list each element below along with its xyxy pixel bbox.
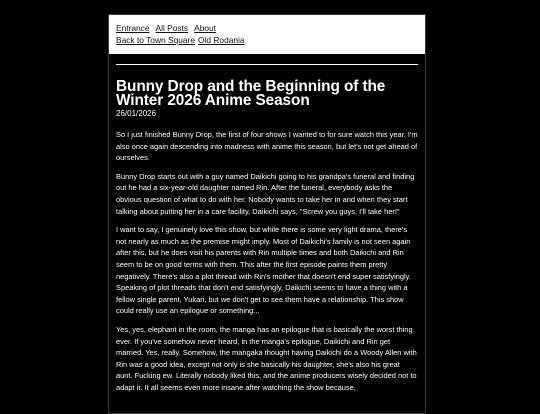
page-container: [108, 14, 426, 414]
old-rodania-link[interactable]: Old Rodania: [198, 35, 245, 45]
post-paragraph: Yes, yes, elephant in the room, the manga has an epilogue that is basically the worst thing ever. If you've somehow never heard, in the manga's epilogue, Daikichi and Rin get married. Yes, really. Somehow, the mangaka thought having Daikichi do a Woody Allen with Rin was a good idea, except not only is she basically his daughter, she's also his great aunt. Fucking ew. Literally nobody liked this, and the anime producers wisely decided not to adapt it. It all seems even more insane after watching the show because,: [116, 324, 417, 392]
post-title: Bunny Drop and the Beginning of the Winter 2026 Anime Season: [116, 78, 386, 109]
post-paragraph: So I just finished Bunny Drop, the first of four shows I wanted to for sure watch this year. I'm also once again descending into madness with anime this season, but let's not get ahead of ourselves.: [116, 130, 418, 163]
nav-link-all-posts[interactable]: All Posts: [155, 23, 189, 33]
nav-links: [116, 22, 418, 34]
post-paragraph: I want to say, I genuinely love this show, but while there is some very light drama, there's not nearly as much as the premise might imply. Most of Daikichi's family is not seen again after this, but he does visit his parents with Rin multiple times and both Daikichi and Rin seem to be on good terms with them. This after the first episode paints them pretty negatively. There's also a plot thread with Rin's mother that doesn't end super satisfyingly. Speaking of plot threads that don't end satisfyingly, Daikichi seems to have a thing with a fellow single parent, Yukari, but we don't get to see them have a relationship. This show could really use an epilogue or something...: [116, 225, 411, 316]
nav-link-entrance[interactable]: Entrance: [116, 23, 150, 33]
back-to-town-square-link[interactable]: Back to Town Square: [116, 35, 195, 45]
post-paragraph: Bunny Drop starts out with a guy named Daikichi going to his grandpa's funeral and finding out he had a six-year-old daughter named Rin. After the funeral, everybody asks the obvious question of what to do with her. Nobody wants to take her in and when they start talking about putting her in a care facility, Daikichi says, "Screw you guys, I'll take her!": [116, 171, 415, 216]
post-content: [109, 64, 425, 393]
post-date: 26/01/2026: [116, 109, 157, 118]
site-nav: [109, 15, 425, 54]
divider: [116, 64, 418, 75]
nav-back-links: [116, 34, 418, 46]
nav-link-about[interactable]: About: [194, 23, 217, 33]
